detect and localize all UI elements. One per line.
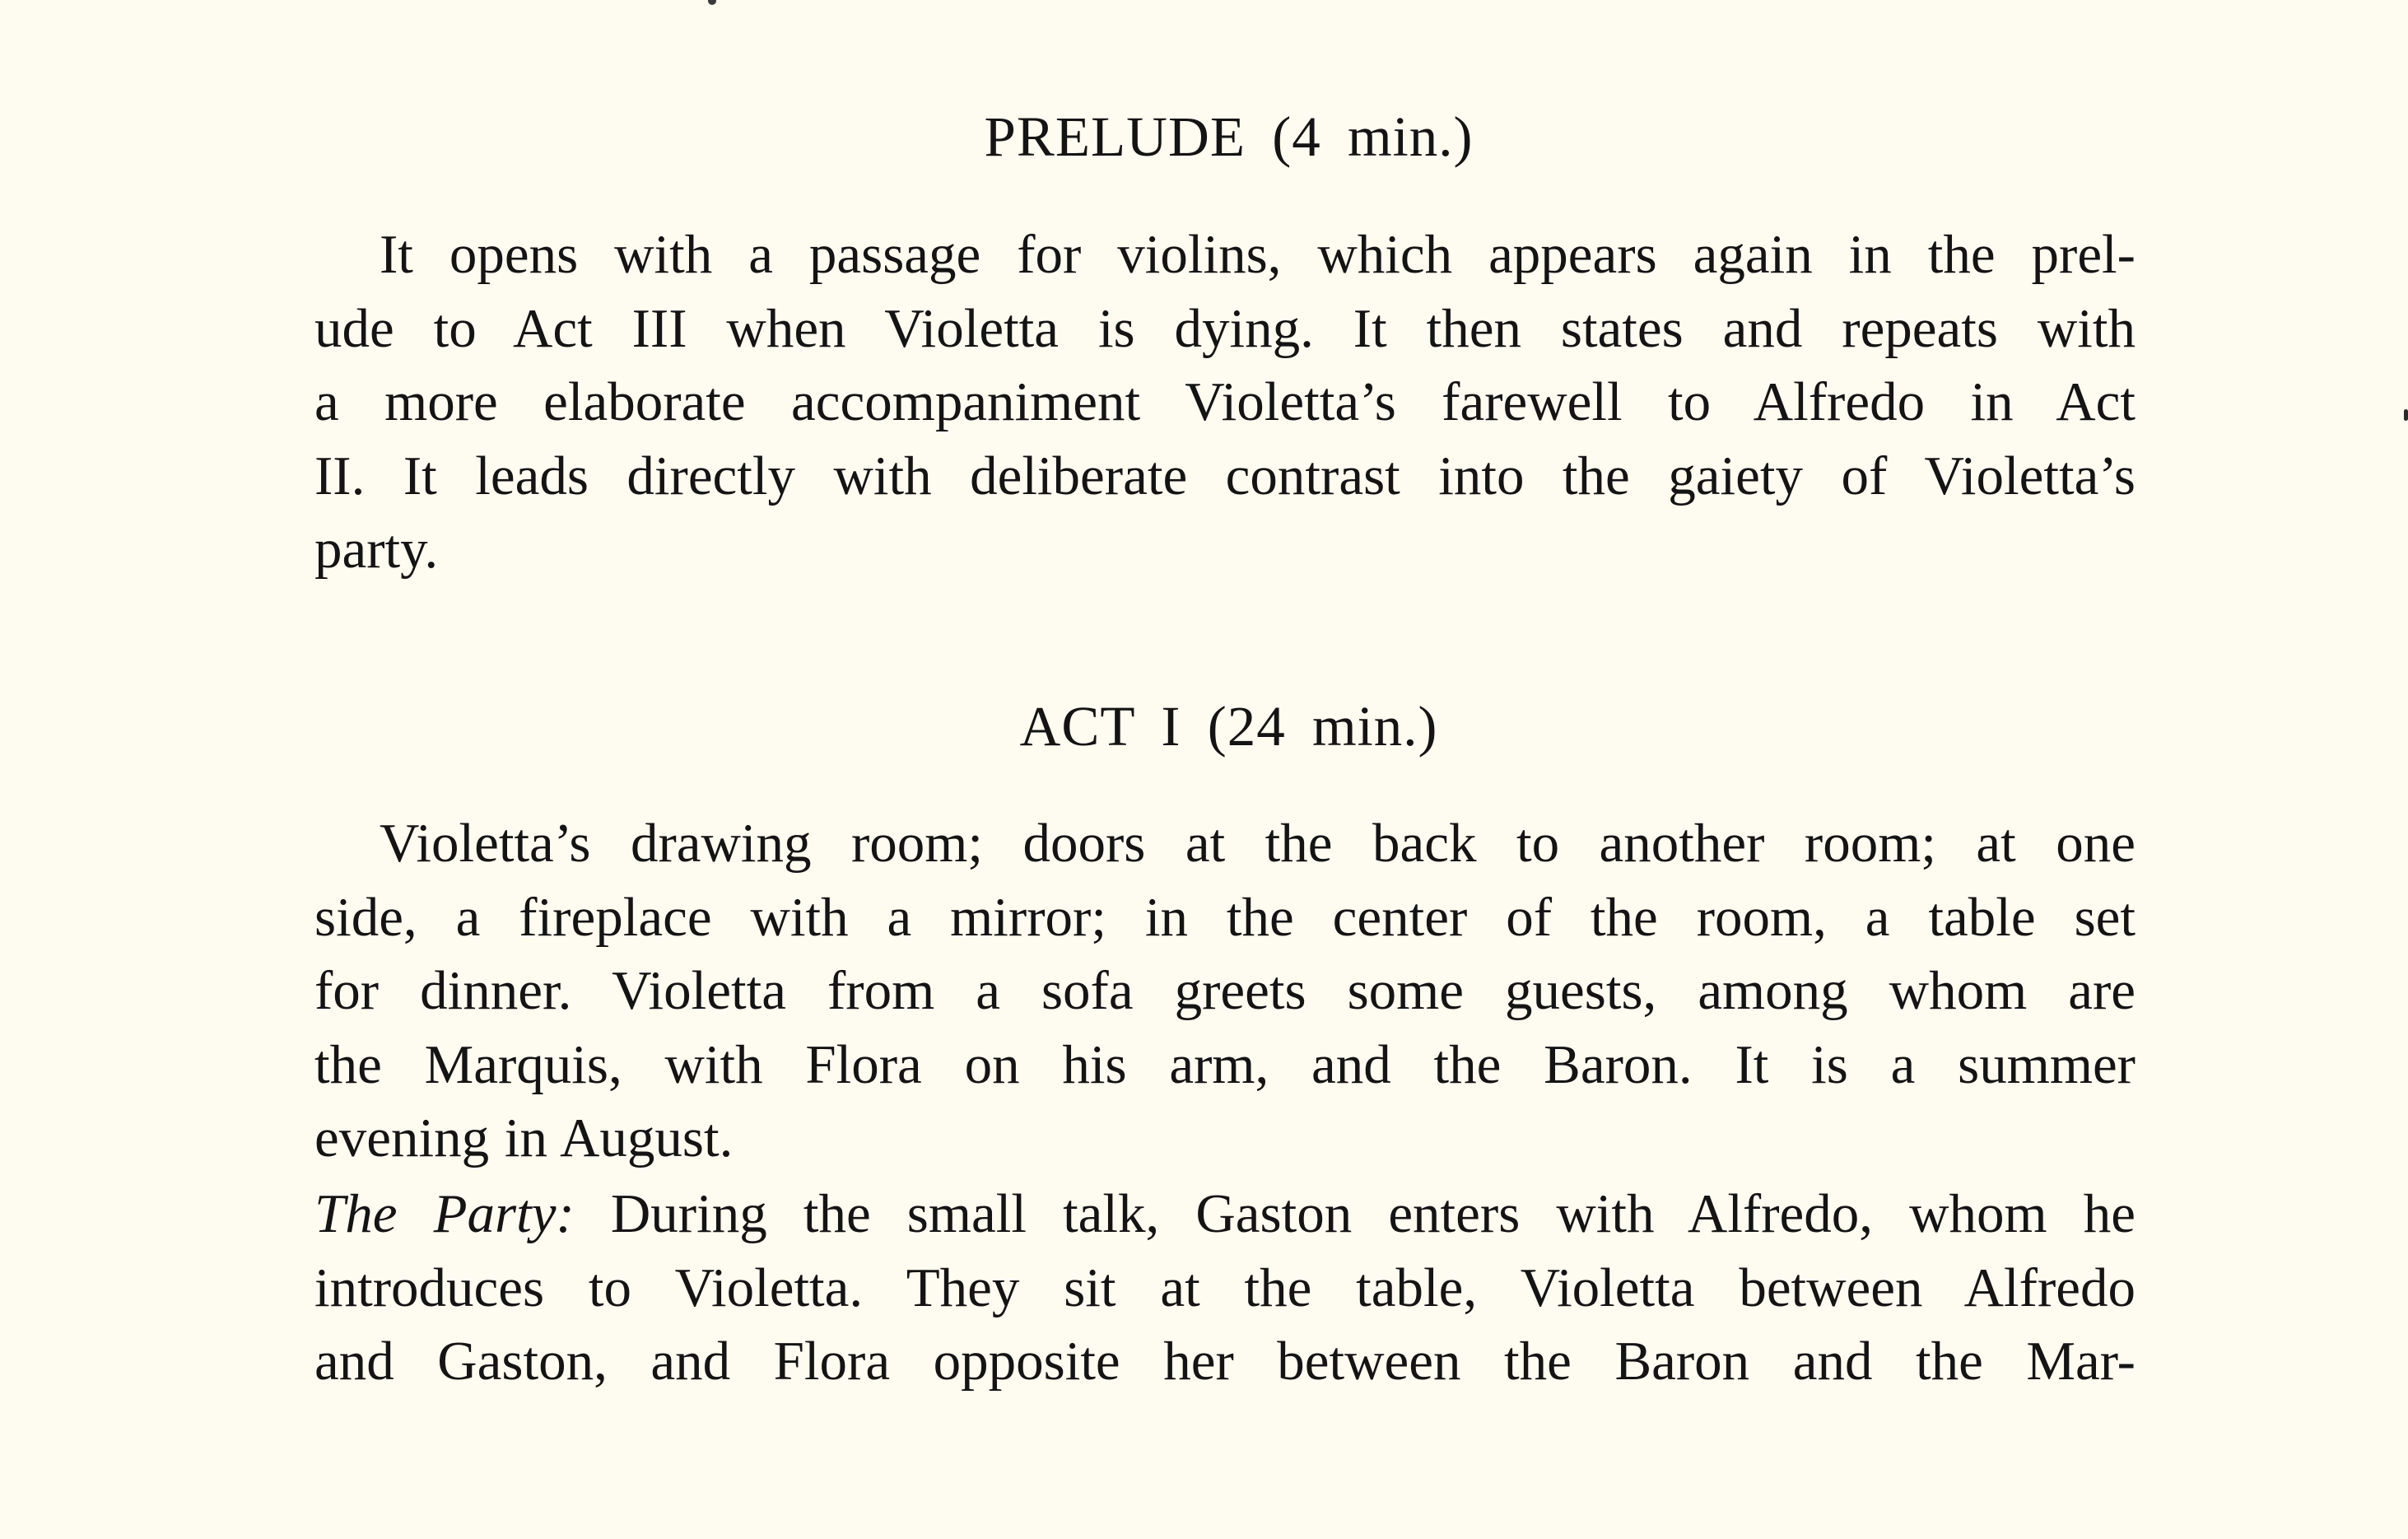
act-one-heading: ACT I (24 min.) xyxy=(1019,695,1438,758)
prelude-line: It opens with a passage for violins, which appears again in the prel- xyxy=(380,224,2136,285)
act-one-line: Violetta’s drawing room; doors at the back to another room; at one xyxy=(380,813,2136,874)
party-line: and Gaston, and Flora opposite her between the Baron and the Mar- xyxy=(314,1331,2136,1392)
act-one-line: for dinner. Violetta from a sofa greets some guests, among whom are xyxy=(314,960,2136,1021)
prelude-line: party. xyxy=(314,519,439,580)
act-one-paragraph xyxy=(314,807,2136,1176)
right-edge-mark xyxy=(2404,409,2408,421)
act-one-line: the Marquis, with Flora on his arm, and the Baron. It is a summer xyxy=(314,1033,2136,1095)
act-one-line: evening in August. xyxy=(314,1108,734,1168)
prelude-paragraph xyxy=(314,218,2136,587)
prelude-line: a more elaborate accompaniment Violetta’s farewell to Alfredo in Act xyxy=(314,371,2136,432)
top-edge-mark xyxy=(708,0,716,5)
act-one-line: side, a fireplace with a mirror; in the center of the room, a table set xyxy=(314,886,2136,948)
party-line: introduces to Violetta. They sit at the table, Violetta between Alfredo xyxy=(314,1257,2136,1318)
party-line xyxy=(314,1178,2136,1252)
prelude-line: ude to Act III when Violetta is dying. It then states and repeats with xyxy=(314,297,2136,359)
party-line-text: During the small talk, Gaston enters with Alfredo, whom he xyxy=(610,1183,2136,1244)
party-paragraph xyxy=(314,1178,2136,1399)
prelude-heading: PRELUDE (4 min.) xyxy=(984,105,1474,168)
prelude-line: II. It leads directly with deliberate contrast into the gaiety of Violetta’s xyxy=(314,445,2136,506)
party-label: The Party: xyxy=(314,1183,575,1244)
